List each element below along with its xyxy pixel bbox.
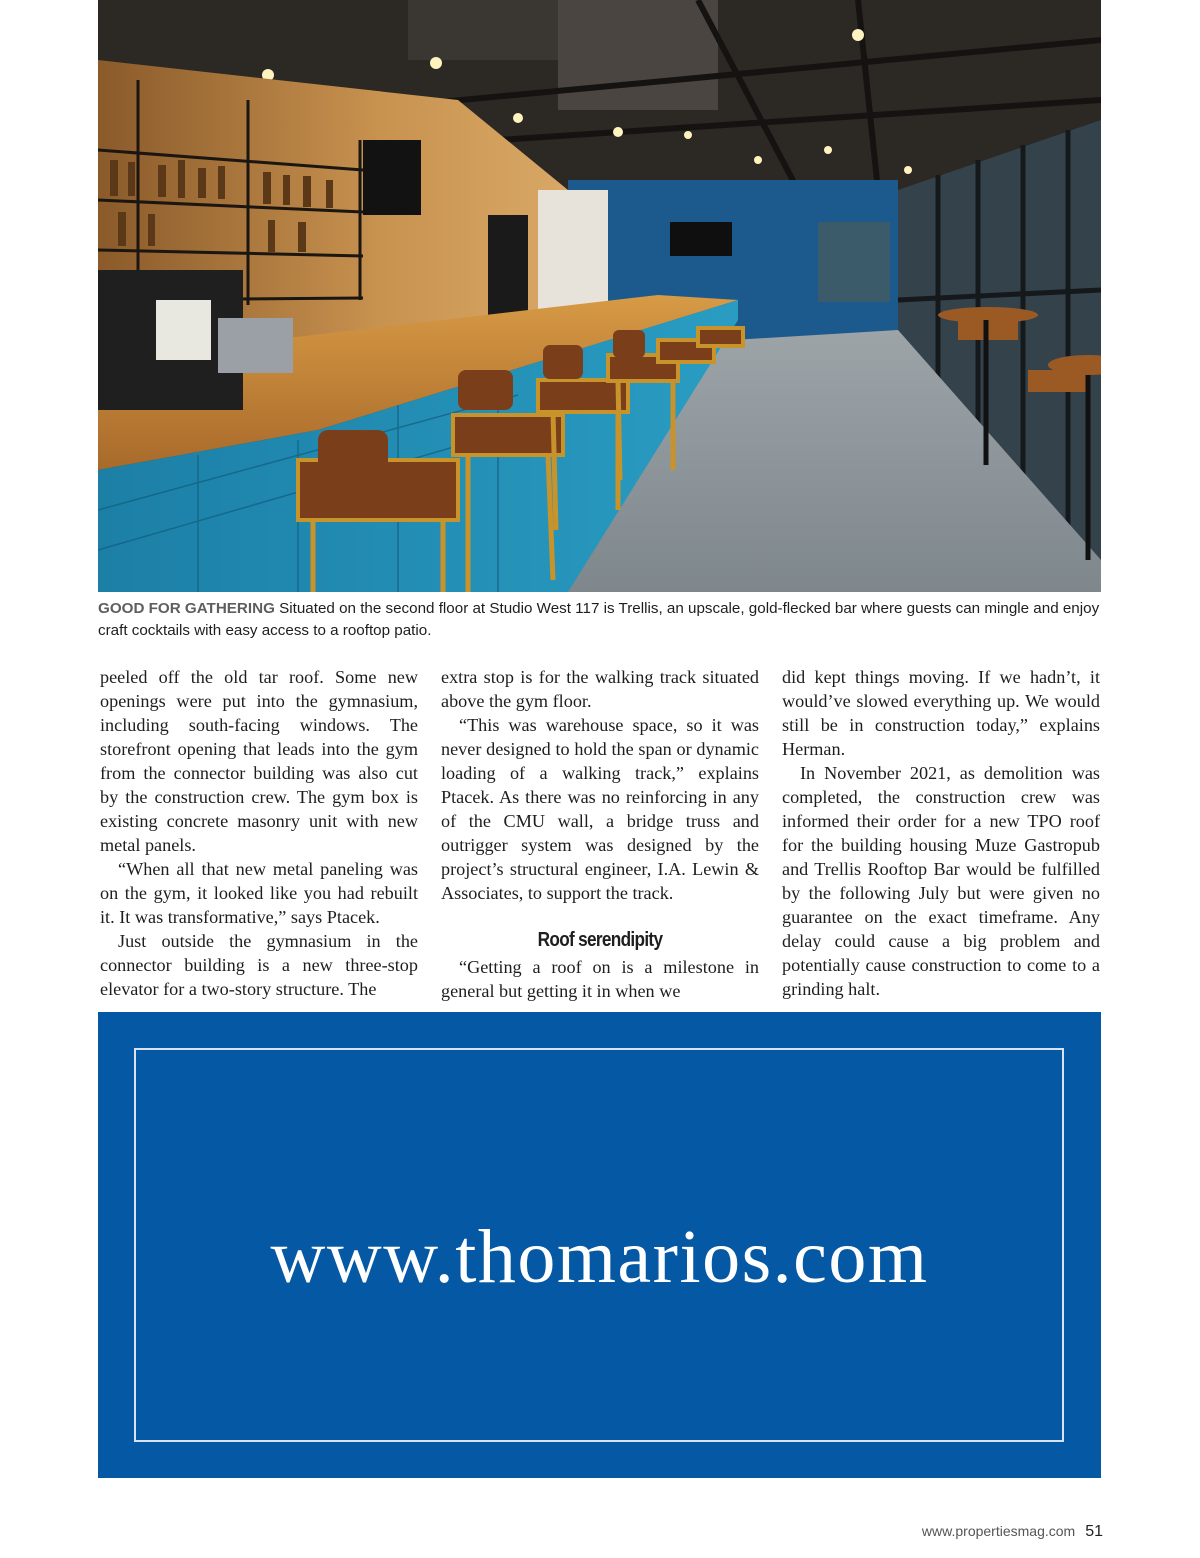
paragraph: extra stop is for the walking track situated above the gym floor. [441, 667, 759, 711]
paragraph: peeled off the old tar roof. Some new openings were put into the gymnasium, including south-facing windows. The storefront opening that leads into the gym from the connector building was also cut by the construction crew. The gym box is existing concrete masonry unit with new metal panels. [100, 667, 418, 855]
paragraph: In November 2021, as demolition was completed, the construction crew was informed their order for a new TPO roof for the building housing Muze Gastropub and Trellis Rooftop Bar would be fulfilled by the following July but were given no guarantee on the exact timeframe. Any delay could cause a big problem and potentially cause construction to come to a grinding halt. [782, 763, 1100, 999]
photo-caption [98, 598, 1104, 642]
bar-interior-photo [98, 0, 1101, 592]
page-number: 51 [1085, 1523, 1103, 1540]
ad-url[interactable]: www.thomarios.com [270, 1215, 929, 1299]
article-column-1 [100, 665, 418, 1001]
paragraph: Just outside the gymnasium in the connector building is a new three-stop elevator for a two-story structure. The [100, 931, 418, 999]
paragraph: “Getting a roof on is a milestone in general but getting it in when we [441, 957, 759, 1001]
section-subhead: Roof serendipity [537, 929, 663, 951]
paragraph: “When all that new metal paneling was on the gym, it looked like you had rebuilt it. It was transformative,” says Ptacek. [100, 859, 418, 927]
footer-site-url[interactable]: www.propertiesmag.com [921, 1523, 1076, 1539]
page-footer [922, 1523, 1103, 1541]
thomarios-advertisement[interactable] [98, 1012, 1101, 1478]
paragraph: did kept things moving. If we hadn’t, it would’ve slowed everything up. We would still be in construction today,” explains Herman. [782, 667, 1100, 759]
article-column-2 [441, 665, 759, 1003]
caption-text: Situated on the second floor at Studio West 117 is Trellis, an upscale, gold-flecked bar where guests can mingle and enjoy craft cocktails with easy access to a rooftop patio. [98, 600, 1100, 639]
caption-heading: GOOD FOR GATHERING [98, 600, 275, 617]
paragraph: “This was warehouse space, so it was never designed to hold the span or dynamic loading of a walking track,” explains Ptacek. As there was no reinforcing in any of the CMU wall, a bridge truss and outrigger system was designed by the project’s structural engineer, I.A. Lewin & Associates, to support the track. [441, 715, 759, 903]
article-column-3 [782, 665, 1100, 1001]
